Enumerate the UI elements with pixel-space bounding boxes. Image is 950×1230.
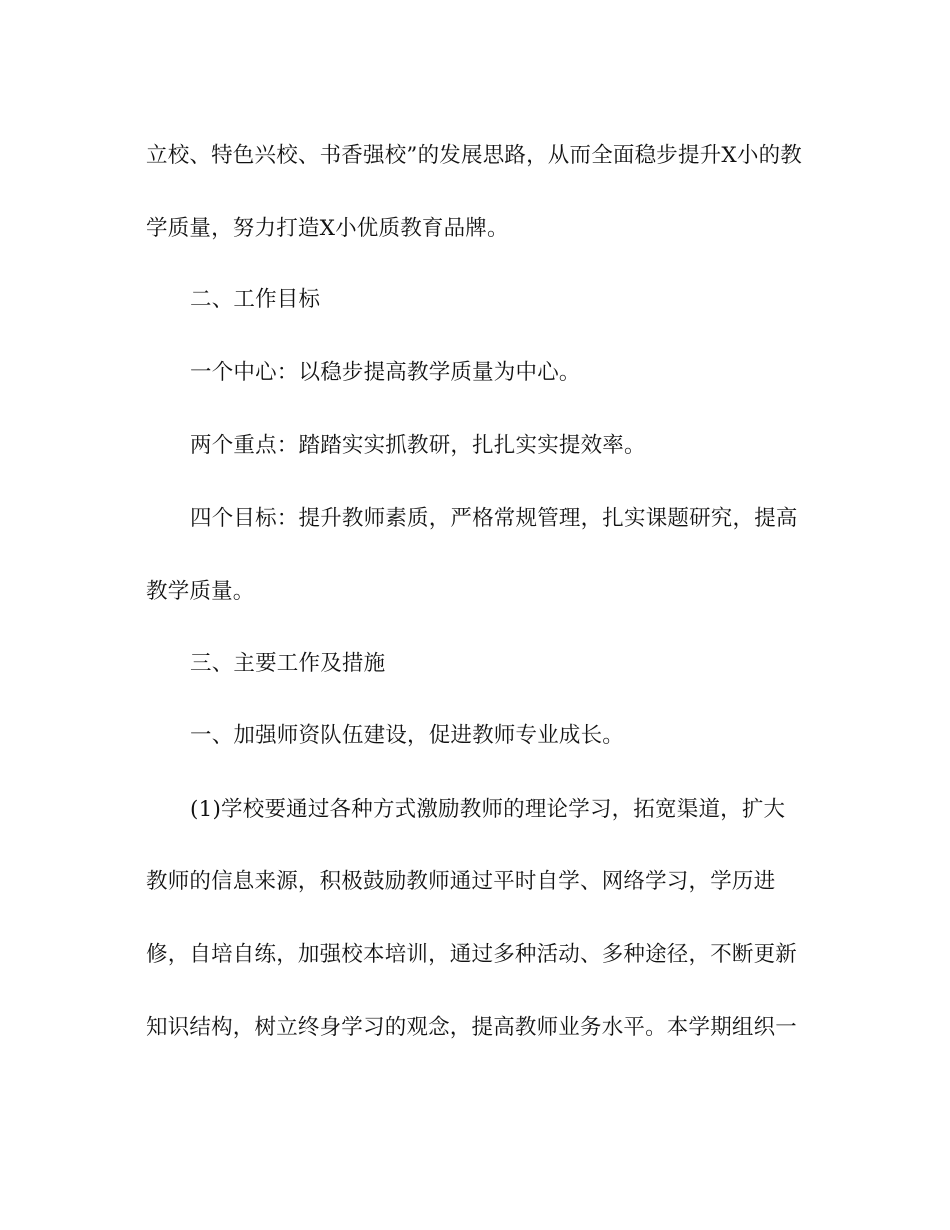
paragraph-line: 教师的信息来源，积极鼓励教师通过平时自学、网络学习，学历进: [146, 869, 776, 894]
paragraph-line: 一个中心：以稳步提高教学质量为中心。: [190, 360, 581, 385]
section-heading: 二、工作目标: [190, 287, 321, 312]
paragraph-line: 知识结构，树立终身学习的观念，提高教师业务水平。本学期组织一: [146, 1015, 798, 1040]
paragraph-line: 学质量，努力打造X小优质教育品牌。: [146, 216, 509, 241]
paragraph-line: 两个重点：踏踏实实抓教研，扎扎实实提效率。: [190, 433, 646, 458]
section-heading: 三、主要工作及措施: [190, 651, 386, 676]
paragraph-line: (1)学校要通过各种方式激励教师的理论学习，拓宽渠道，扩大: [190, 797, 786, 822]
subsection-heading: 一、加强师资队伍建设，促进教师专业成长。: [190, 723, 625, 748]
paragraph-line: 修，自培自练，加强校本培训，通过多种活动、多种途径，不断更新: [146, 942, 798, 967]
paragraph-line: 立校、特色兴校、书香强校”的发展思路，从而全面稳步提升X小的教: [146, 143, 803, 168]
paragraph-line: 教学质量。: [146, 579, 255, 604]
paragraph-line: 四个目标：提升教师素质，严格常规管理，扎实课题研究，提高: [190, 506, 798, 531]
